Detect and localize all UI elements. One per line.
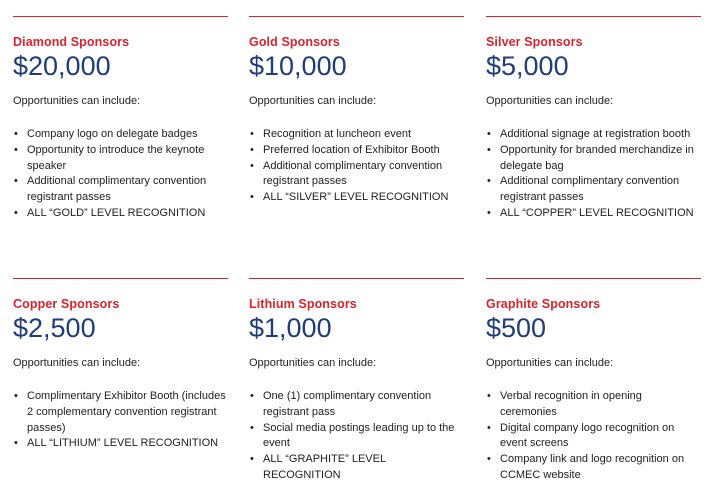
tier-intro: Opportunities can include: bbox=[249, 357, 377, 369]
list-item bbox=[249, 421, 464, 453]
list-item bbox=[249, 127, 464, 143]
tier-price: $5,000 bbox=[486, 51, 569, 81]
bullet-icon: • bbox=[14, 175, 18, 188]
benefit-text: Preferred location of Exhibitor Booth bbox=[263, 143, 440, 156]
tier-intro: Opportunities can include: bbox=[13, 95, 141, 107]
tier-diamond bbox=[13, 16, 228, 222]
bullet-icon: • bbox=[487, 128, 491, 140]
bullet-icon: • bbox=[250, 159, 254, 172]
benefit-text: ALL “COPPER” LEVEL RECOGNITION bbox=[500, 206, 694, 219]
divider bbox=[13, 16, 228, 17]
benefit-list bbox=[486, 389, 701, 484]
bullet-icon: • bbox=[14, 128, 18, 140]
list-item bbox=[486, 206, 701, 222]
benefit-text: Recognition at luncheon event bbox=[263, 128, 411, 140]
bullet-icon: • bbox=[14, 437, 18, 450]
tier-title: Copper Sponsors bbox=[13, 297, 120, 311]
benefit-text: Additional complimentary convention registrant passes bbox=[500, 175, 680, 204]
divider bbox=[249, 16, 464, 17]
tier-title: Silver Sponsors bbox=[486, 35, 583, 49]
benefit-text: Company link and logo recognition on CCMEC website bbox=[500, 453, 685, 481]
tier-price: $500 bbox=[486, 313, 547, 343]
bullet-icon: • bbox=[250, 390, 254, 402]
bullet-icon: • bbox=[14, 143, 18, 156]
divider bbox=[249, 278, 464, 279]
tier-gold bbox=[249, 16, 464, 206]
tier-intro: Opportunities can include: bbox=[486, 357, 614, 369]
bullet-icon: • bbox=[487, 143, 491, 156]
bullet-icon: • bbox=[487, 206, 491, 219]
benefit-text: Digital company logo recognition on event screens bbox=[500, 421, 675, 450]
benefit-text: Verbal recognition in opening ceremonies bbox=[500, 390, 642, 418]
tier-intro: Opportunities can include: bbox=[486, 95, 614, 107]
benefit-text: One (1) complimentary convention registrant pass bbox=[263, 390, 432, 418]
tier-price: $20,000 bbox=[13, 51, 111, 81]
benefit-text: Opportunity to introduce the keynote speaker bbox=[27, 143, 205, 172]
list-item bbox=[13, 389, 228, 436]
bullet-icon: • bbox=[487, 175, 491, 188]
list-item bbox=[249, 389, 464, 421]
benefit-text: Company logo on delegate badges bbox=[27, 128, 198, 140]
benefit-text: Additional signage at registration booth bbox=[500, 128, 691, 140]
list-item bbox=[249, 190, 464, 206]
bullet-icon: • bbox=[250, 128, 254, 140]
benefit-list bbox=[13, 389, 228, 452]
list-item bbox=[486, 174, 701, 206]
tier-intro: Opportunities can include: bbox=[249, 95, 377, 107]
benefit-list bbox=[249, 127, 464, 206]
benefit-text: ALL “GOLD” LEVEL RECOGNITION bbox=[27, 206, 206, 219]
bullet-icon: • bbox=[250, 191, 254, 204]
tier-copper bbox=[13, 278, 228, 452]
list-item bbox=[13, 143, 228, 175]
tier-price: $1,000 bbox=[249, 313, 332, 343]
benefit-text: Additional complimentary convention registrant passes bbox=[27, 175, 207, 204]
list-item bbox=[13, 127, 228, 143]
benefit-list bbox=[13, 127, 228, 222]
benefit-list bbox=[486, 127, 701, 222]
benefit-text: ALL “GRAPHITE” LEVEL RECOGNITION bbox=[263, 453, 386, 481]
benefit-text: ALL “LITHIUM” LEVEL RECOGNITION bbox=[27, 437, 219, 450]
bullet-icon: • bbox=[487, 453, 491, 466]
list-item bbox=[486, 143, 701, 175]
list-item bbox=[486, 421, 701, 453]
tier-graphite bbox=[486, 278, 701, 484]
bullet-icon: • bbox=[250, 453, 254, 466]
tier-title: Gold Sponsors bbox=[249, 35, 340, 49]
list-item bbox=[486, 389, 701, 421]
list-item bbox=[13, 436, 228, 452]
list-item bbox=[486, 127, 701, 143]
list-item bbox=[486, 452, 701, 484]
tier-price: $2,500 bbox=[13, 313, 96, 343]
tier-price: $10,000 bbox=[249, 51, 347, 81]
divider bbox=[486, 16, 701, 17]
tier-title: Diamond Sponsors bbox=[13, 35, 130, 49]
benefit-text: Opportunity for branded merchandize in delegate bag bbox=[500, 143, 694, 172]
bullet-icon: • bbox=[487, 421, 491, 434]
bullet-icon: • bbox=[250, 143, 254, 156]
tier-silver bbox=[486, 16, 701, 222]
bullet-icon: • bbox=[487, 390, 491, 402]
bullet-icon: • bbox=[14, 206, 18, 219]
list-item bbox=[249, 159, 464, 191]
tier-title: Lithium Sponsors bbox=[249, 297, 357, 311]
bullet-icon: • bbox=[250, 421, 254, 434]
benefit-text: Social media postings leading up to the event bbox=[263, 421, 455, 450]
benefit-text: ALL “SILVER” LEVEL RECOGNITION bbox=[263, 191, 449, 204]
tier-title: Graphite Sponsors bbox=[486, 297, 601, 311]
divider bbox=[13, 278, 228, 279]
tier-lithium bbox=[249, 278, 464, 484]
benefit-text: Complimentary Exhibitor Booth (includes 2 complementary convention registrant passes) bbox=[27, 390, 226, 434]
divider bbox=[486, 278, 701, 279]
benefit-text: Additional complimentary convention registrant passes bbox=[263, 159, 443, 188]
list-item bbox=[249, 452, 464, 484]
list-item bbox=[13, 174, 228, 206]
tier-intro: Opportunities can include: bbox=[13, 357, 141, 369]
benefit-list bbox=[249, 389, 464, 484]
list-item bbox=[249, 143, 464, 159]
list-item bbox=[13, 206, 228, 222]
bullet-icon: • bbox=[14, 390, 18, 402]
